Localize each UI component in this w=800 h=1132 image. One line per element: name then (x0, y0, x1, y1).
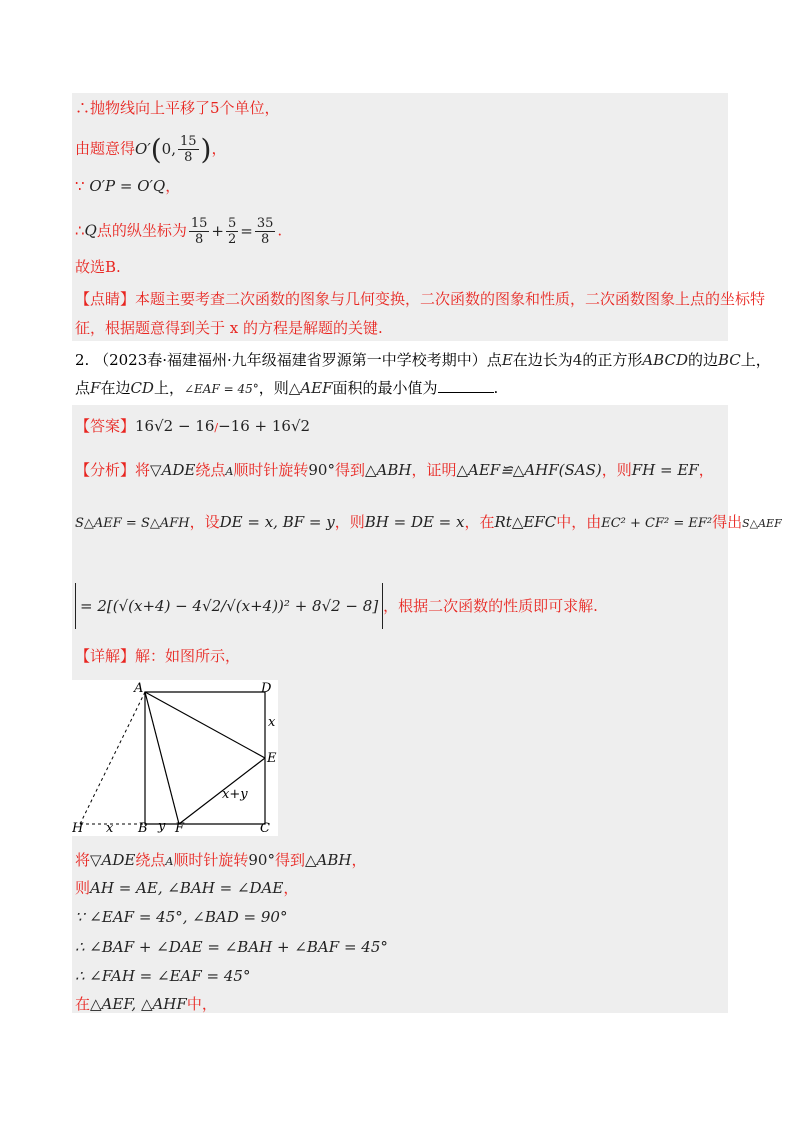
triangle-ade: ▽ADE (90, 851, 136, 869)
fh-eq-ef: FH = EF (631, 461, 699, 479)
q-text: 在边长为 (512, 351, 573, 369)
d-text: 解：如图所示， (135, 647, 241, 665)
angle-sum: ∴ ∠BAF + ∠DAE = ∠BAH + ∠BAF = 45° (75, 938, 388, 956)
prev-line-4-text: 点的纵坐标为 (96, 221, 187, 240)
a-text: ， (698, 461, 714, 479)
label-d: D (261, 681, 272, 696)
frac-den: 2 (228, 232, 237, 247)
q-text: 上， (740, 351, 771, 369)
question-2-line-2 (75, 378, 498, 399)
area-formula: = 2[(√(x+4) − 4√2/√(x+4))² + 8√2 − 8] (75, 583, 383, 629)
label-x-de: x (268, 715, 276, 730)
angle-eaf: ∠EAF = 45° (183, 382, 259, 396)
point-e: E (501, 351, 513, 369)
tail: . (277, 221, 283, 240)
prev-line-3 (75, 176, 180, 196)
angle-90: 90° (248, 851, 275, 869)
label-x-hb: x (106, 821, 114, 836)
label-f: F (175, 821, 185, 836)
tail: ， (165, 177, 181, 195)
q-text: . (493, 379, 499, 397)
q-text: 在边 (100, 379, 131, 397)
answer-line (75, 416, 310, 438)
a-text: 中，由 (556, 513, 602, 531)
triangle-ade: ▽ADE (150, 461, 196, 479)
prev-line-3-math: O′P = O′Q (89, 177, 166, 195)
a-text: ，设 (189, 513, 220, 531)
frac-num: 35 (256, 216, 274, 231)
detail-line-5 (75, 966, 250, 986)
point-a: A (165, 855, 174, 868)
d-text: 在 (75, 995, 91, 1013)
figure-background (72, 680, 278, 836)
frac-den: 8 (195, 232, 204, 247)
a-text: ，在 (464, 513, 495, 531)
a-text: ，则 (601, 461, 632, 479)
triangles: △AEF, △AHF (90, 995, 187, 1013)
label-b: B (138, 821, 148, 836)
triangle-abh: △ABH (304, 851, 352, 869)
a-text: 绕点 (195, 461, 226, 479)
analysis-tag: 【分析】 (75, 461, 136, 479)
d-text: 绕点 (135, 851, 166, 869)
prev-line-2 (75, 134, 226, 165)
a-text: ，则 (334, 513, 365, 531)
geometry-figure (72, 680, 278, 836)
a-text: 将 (135, 461, 151, 479)
q-text: 点 (75, 379, 91, 397)
q-text: 的边 (687, 351, 718, 369)
prev-line-6: 【点睛】本题主要考查二次函数的图象与几何变换，二次函数的图象和性质，二次函数图象上点的坐标特 (75, 290, 766, 308)
side-cd: CD (130, 379, 154, 397)
label-xy-fe: x+y (222, 787, 248, 802)
label-a: A (134, 681, 144, 696)
answer-blank (438, 378, 494, 393)
d-text: 顺时针旋转 (173, 851, 249, 869)
prev-line-1: ∴抛物线向上平移了5个单位， (75, 99, 280, 117)
label-e: E (267, 751, 277, 766)
analysis-line-2 (75, 512, 782, 534)
d-text: ， (283, 879, 299, 897)
prev-line-2-math: O′(0, $\frac{15}{8}$ ) (135, 132, 212, 166)
answer-value-2: −16 + 16√2 (218, 417, 311, 435)
detail-line-2 (75, 878, 298, 898)
d-text: 则 (75, 879, 91, 897)
frac-den: 8 (184, 150, 193, 165)
therefore-symbol: ∴ (75, 221, 85, 240)
side-length: 4 (572, 351, 583, 369)
a-text: ，根据二次函数的性质即可求解. (383, 597, 598, 615)
q-text: ，则 (258, 379, 289, 397)
because-symbol: ∵ (75, 177, 90, 195)
frac-num: 15 (190, 216, 208, 231)
q-text: 面积的最小值为 (332, 379, 438, 397)
d-text: ， (351, 851, 367, 869)
given-angles: ∵ ∠EAF = 45°, ∠BAD = 90° (75, 908, 288, 926)
triangle-aef: △AEF (288, 379, 333, 397)
answer-value-1: 16√2 − 16 (135, 417, 215, 435)
square-name: ABCD (642, 351, 688, 369)
question-2-line-1 (75, 350, 771, 370)
o-prime: O′ (135, 139, 151, 158)
area-aef: S△AEF (742, 517, 782, 530)
frac-den: 8 (260, 232, 270, 247)
point-f: F (90, 379, 101, 397)
point-a: A (225, 465, 234, 478)
question-number: 2. (75, 351, 90, 369)
detail-line-0 (75, 646, 240, 666)
analysis-line-3 (75, 596, 598, 616)
prev-line-2-text: 由题意得 (75, 139, 136, 158)
congruence: △AEF≌△AHF(SAS) (456, 461, 602, 479)
right-triangle-efc: Rt△EFC (494, 513, 557, 531)
answer-separator: / (214, 421, 219, 434)
detail-line-1 (75, 850, 366, 872)
q-text: 上， (153, 379, 184, 397)
side-bc: BC (718, 351, 741, 369)
prev-line-5: 故选B. (75, 258, 121, 276)
d-text: 中， (186, 995, 217, 1013)
prev-line-7: 征，根据题意得到关于 x 的方程是解题的关键. (75, 319, 383, 337)
detail-line-3 (75, 907, 287, 927)
q-text: 的正方形 (582, 351, 643, 369)
question-source: （2023春·福建福州·九年级福建省罗源第一中学校考期中）点 (94, 351, 502, 369)
frac-num: 5 (228, 216, 237, 231)
d-text: 得到 (274, 851, 305, 869)
bh-eq: BH = DE = x (364, 513, 465, 531)
analysis-line-1 (75, 460, 714, 482)
detail-line-6 (75, 994, 217, 1014)
label-h: H (72, 821, 84, 836)
a-text: ，证明 (411, 461, 457, 479)
triangle-abh: △ABH (364, 461, 412, 479)
a-text: 得到 (334, 461, 365, 479)
pythagoras: EC² + CF² = EF² (601, 516, 713, 531)
d-text: 将 (75, 851, 91, 869)
area-equality: S△AEF = S△AFH (75, 516, 190, 531)
angle-fah: ∴ ∠FAH = ∠EAF = 45° (75, 967, 251, 985)
prev-line-4: ∴Q点的纵坐标为 $\frac{15}{8}$ + $\frac{5}{2}$ = $\frac{35}{8}$ . (75, 216, 283, 247)
define-vars: DE = x, BF = y (219, 513, 335, 531)
a-text: 顺时针旋转 (233, 461, 309, 479)
tail: ， (211, 139, 227, 158)
label-y-bf: y (158, 819, 166, 834)
q-point: Q (84, 221, 97, 240)
angle-90: 90° (308, 461, 335, 479)
answer-tag: 【答案】 (75, 417, 136, 435)
frac-num: 15 (179, 134, 197, 149)
label-c: C (260, 821, 270, 836)
detail-line-4 (75, 937, 388, 957)
a-text: 得出 (712, 513, 743, 531)
equalities: AH = AE, ∠BAH = ∠DAE (90, 879, 284, 897)
detail-tag: 【详解】 (75, 647, 136, 665)
